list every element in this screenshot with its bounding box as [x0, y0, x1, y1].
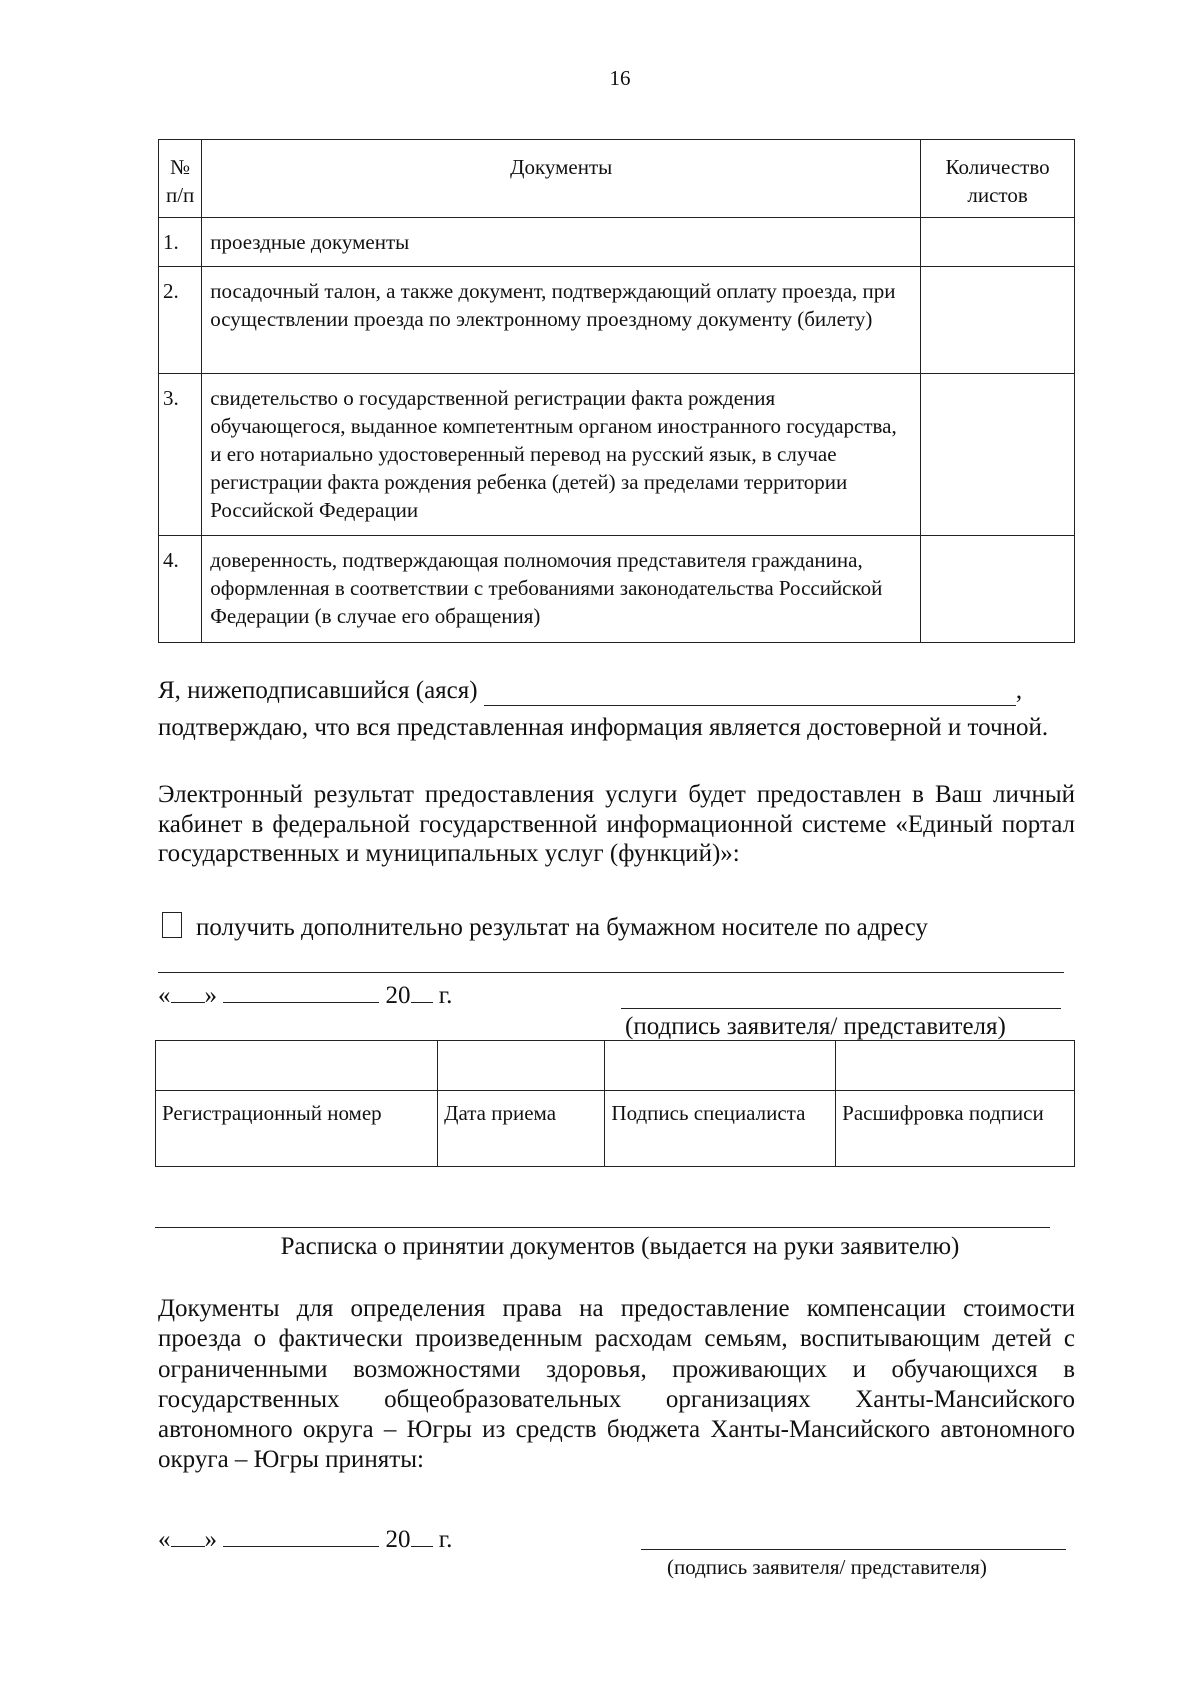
header-sheet-count: Количество листов: [921, 140, 1075, 218]
month-blank[interactable]: [223, 980, 379, 1003]
paper-option-line: [158, 912, 1075, 943]
declaration-signer-line: [158, 676, 1075, 706]
signature-decoding-value[interactable]: [836, 1041, 1075, 1091]
reg-number-value[interactable]: [156, 1041, 438, 1091]
year-blank[interactable]: [411, 980, 433, 1003]
separator-line: [155, 1227, 1050, 1228]
table-row: [156, 1091, 1075, 1167]
table-header-row: [159, 140, 1075, 218]
row-number: 2.: [159, 267, 202, 374]
reception-date-label: Дата приема: [438, 1091, 605, 1167]
paper-option-label: получить дополнительно результат на бумажном носителе по адресу: [196, 914, 928, 941]
row-document: посадочный талон, а также документ, подтверждающий оплату проезда, при осуществлении проезда по электронному проездному документу (билету): [202, 267, 921, 374]
date-field-1[interactable]: [158, 980, 452, 1010]
table-row: [156, 1041, 1075, 1091]
close-quote: »: [204, 1526, 217, 1553]
row-document: проездные документы: [202, 218, 921, 267]
receipt-body: Документы для определения права на предоставление компенсации стоимости проезда о фактически произведенным расходам семьям, воспитывающим детей с ограниченными возможностями здоровья, проживающих и обучающихся в государственных общеобразовательных организациях Ханты-Мансийского автономного округа – Югры из средств бюджета Ханты-Мансийского автономного округа – Югры приняты:: [158, 1295, 1075, 1474]
close-quote: »: [204, 982, 217, 1009]
day-blank[interactable]: [171, 980, 205, 1003]
header-number: № п/п: [159, 140, 202, 218]
reception-date-value[interactable]: [438, 1041, 605, 1091]
declaration-confirm: подтверждаю, что вся представленная информация является достоверной и точной.: [158, 714, 1049, 741]
address-field-line[interactable]: [158, 972, 1064, 973]
signature-line-1[interactable]: [621, 1008, 1061, 1009]
row-count-cell[interactable]: [921, 218, 1075, 267]
row-count-cell[interactable]: [921, 536, 1075, 643]
signer-prefix: Я, нижеподписавшийся (аяся): [158, 677, 478, 704]
day-blank[interactable]: [171, 1524, 205, 1547]
reg-number-label: Регистрационный номер: [156, 1091, 438, 1167]
signature-caption-2: (подпись заявителя/ представителя): [667, 1555, 987, 1579]
electronic-result-text: Электронный результат предоставления услуги будет предоставлен в Ваш личный кабинет в федеральной государственной информационной системе «Единый портал государственных и муниципальных услуг (функций)»:: [158, 781, 1075, 868]
year-blank[interactable]: [411, 1524, 433, 1547]
signature-decoding-label: Расшифровка подписи: [836, 1091, 1075, 1167]
table-row: [159, 267, 1075, 374]
header-documents: Документы: [202, 140, 921, 218]
specialist-signature-value[interactable]: [605, 1041, 836, 1091]
signature-caption-1: (подпись заявителя/ представителя): [625, 1013, 1006, 1040]
table-row: [159, 536, 1075, 643]
table-row: [159, 218, 1075, 267]
month-blank[interactable]: [223, 1524, 379, 1547]
receipt-title: Расписка о принятии документов (выдается на руки заявителю): [280, 1233, 960, 1260]
row-count-cell[interactable]: [921, 374, 1075, 536]
year-suffix: г.: [438, 982, 453, 1009]
signer-suffix: ,: [1015, 677, 1023, 704]
row-document: свидетельство о государственной регистрации факта рождения обучающегося, выданное компетентным органом иностранного государства, и его нотариально удостоверенный перевод на русский язык, в случае регистрации факта рождения ребенка (детей) за пределами территории Российской Федерации: [202, 374, 921, 536]
date-field-2[interactable]: [158, 1524, 452, 1554]
row-number: 3.: [159, 374, 202, 536]
registration-table: [155, 1040, 1075, 1167]
table-row: [159, 374, 1075, 536]
row-document: доверенность, подтверждающая полномочия представителя гражданина, оформленная в соответствии с требованиями законодательства Российской Федерации (в случае его обращения): [202, 536, 921, 643]
specialist-signature-label: Подпись специалиста: [605, 1091, 836, 1167]
year-prefix: 20: [385, 1526, 411, 1553]
year-suffix: г.: [438, 1526, 453, 1553]
signature-line-2[interactable]: [641, 1549, 1066, 1550]
paper-result-checkbox[interactable]: [162, 912, 182, 938]
row-number: 1.: [159, 218, 202, 267]
row-number: 4.: [159, 536, 202, 643]
page-number: 16: [609, 66, 631, 90]
row-count-cell[interactable]: [921, 267, 1075, 374]
year-prefix: 20: [385, 982, 411, 1009]
open-quote: «: [158, 1526, 171, 1553]
signer-name-field[interactable]: [484, 681, 1016, 706]
open-quote: «: [158, 982, 171, 1009]
documents-table: [158, 139, 1075, 643]
